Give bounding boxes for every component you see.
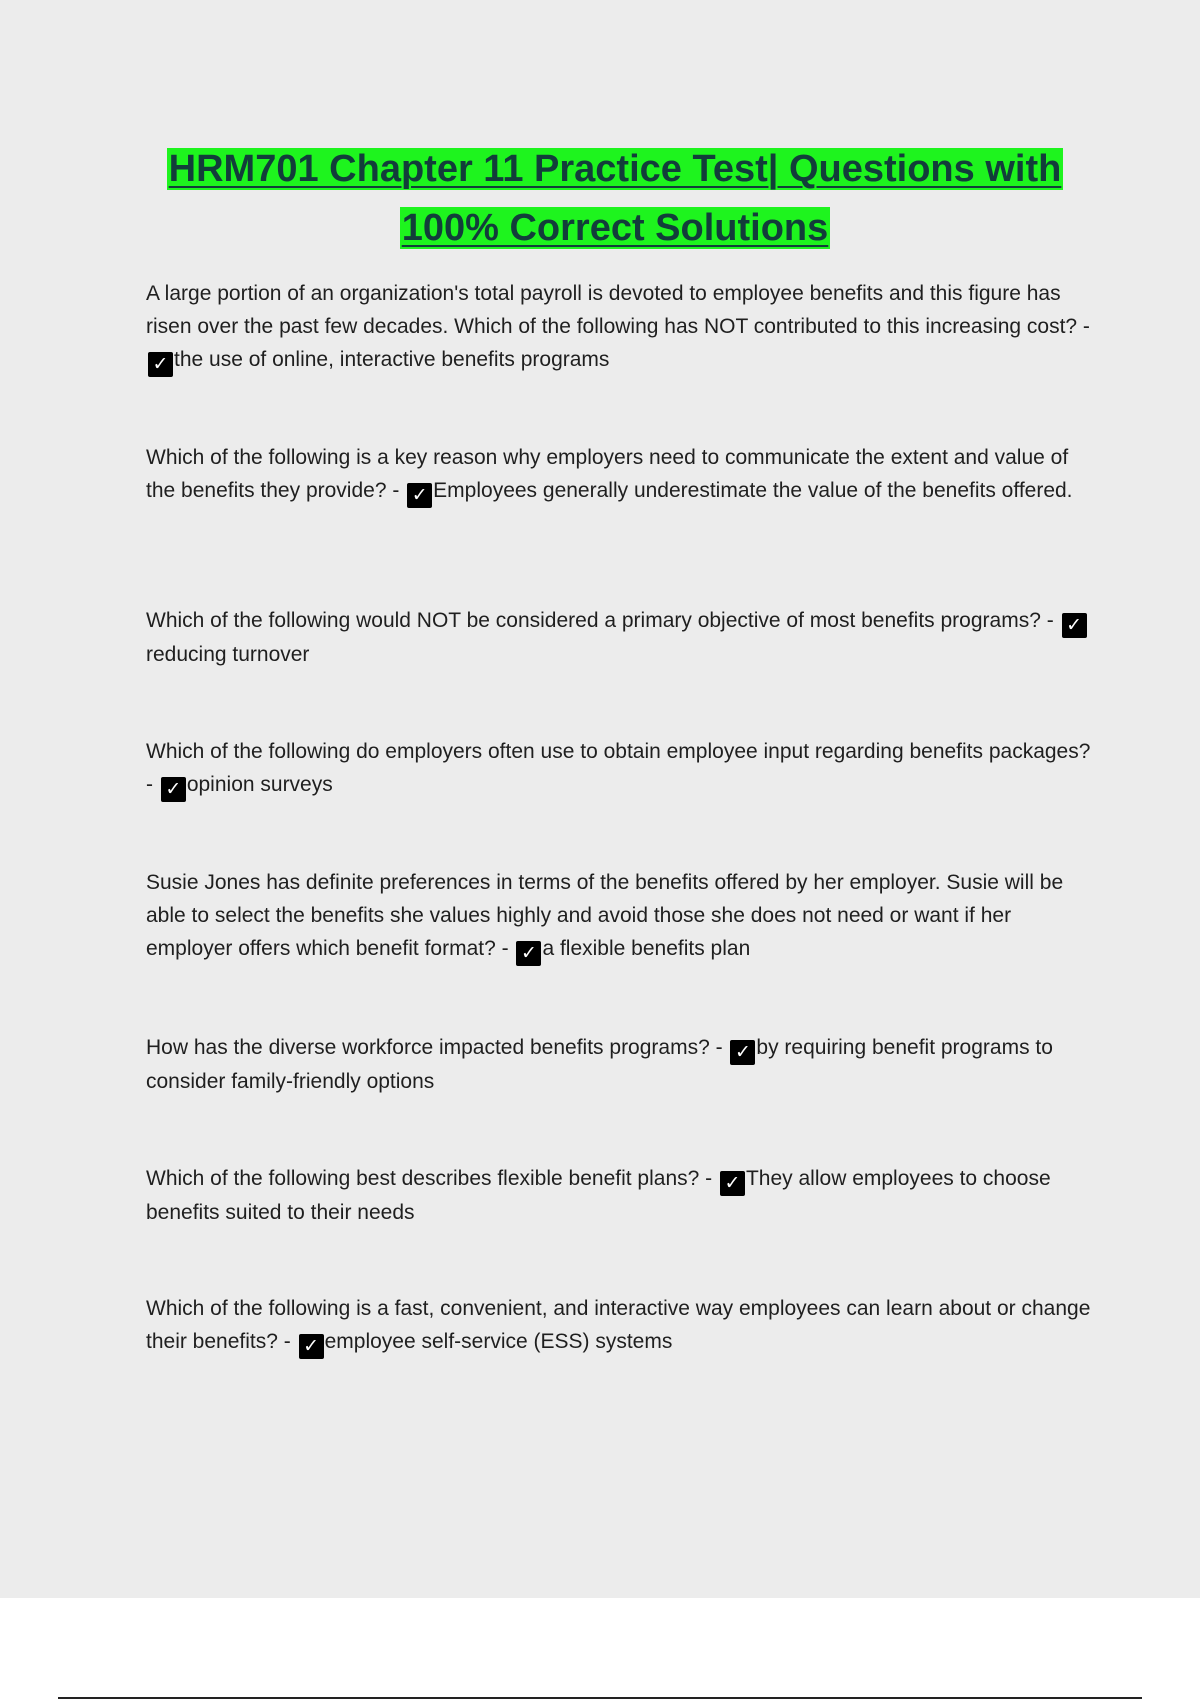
qa-item xyxy=(146,866,1096,966)
question-text: Susie Jones has definite preferences in terms of the benefits offered by her employer. Susie will be able to select the benefits she values highly and avoid those she does not need or want if her employer offers which benefit format? - xyxy=(146,871,1064,960)
question-text: How has the diverse workforce impacted benefits programs? - xyxy=(146,1036,729,1059)
answer-text: employee self-service (ESS) systems xyxy=(324,1330,673,1353)
qa-item xyxy=(146,277,1096,377)
title-line-2: 100% Correct Solutions xyxy=(401,207,829,249)
checkmark-icon: ✓ xyxy=(299,1334,324,1359)
checkmark-icon: ✓ xyxy=(1062,613,1087,638)
answer-text: Employees generally underestimate the value of the benefits offered. xyxy=(433,479,1073,502)
qa-item xyxy=(146,1031,1096,1098)
question-text: Which of the following would NOT be considered a primary objective of most benefits programs? - xyxy=(146,609,1060,632)
qa-item xyxy=(146,735,1096,802)
answer-text: They allow employees to choose benefits suited to their needs xyxy=(146,1167,1051,1224)
checkmark-icon: ✓ xyxy=(407,483,432,508)
page-title xyxy=(130,140,1100,258)
answer-text: a flexible benefits plan xyxy=(542,937,751,960)
question-text: Which of the following best describes flexible benefit plans? - xyxy=(146,1167,718,1190)
page-divider xyxy=(58,1697,1142,1699)
qa-item xyxy=(146,1292,1096,1359)
qa-item xyxy=(146,1162,1096,1229)
answer-text: the use of online, interactive benefits programs xyxy=(174,348,610,371)
question-text: Which of the following do employers often use to obtain employee input regarding benefits packages? - xyxy=(146,740,1091,796)
qa-item xyxy=(146,604,1096,671)
answer-text: opinion surveys xyxy=(186,773,333,796)
answer-text: by requiring benefit programs to consider family-friendly options xyxy=(146,1036,1053,1093)
checkmark-icon: ✓ xyxy=(161,777,186,802)
checkmark-icon: ✓ xyxy=(730,1040,755,1065)
question-text: Which of the following is a key reason why employers need to communicate the extent and value of the benefits they provide? - xyxy=(146,446,1069,502)
title-line-1: HRM701 Chapter 11 Practice Test| Questions with xyxy=(168,148,1062,190)
question-text: Which of the following is a fast, convenient, and interactive way employees can learn about or change their benefits? - xyxy=(146,1297,1091,1353)
answer-text: reducing turnover xyxy=(146,643,310,666)
qa-item xyxy=(146,441,1096,508)
checkmark-icon: ✓ xyxy=(148,352,173,377)
checkmark-icon: ✓ xyxy=(516,941,541,966)
question-text: A large portion of an organization's total payroll is devoted to employee benefits and this figure has risen over the past few decades. Which of the following has NOT contributed to this increasing cost? - xyxy=(146,282,1090,338)
checkmark-icon: ✓ xyxy=(720,1171,745,1196)
